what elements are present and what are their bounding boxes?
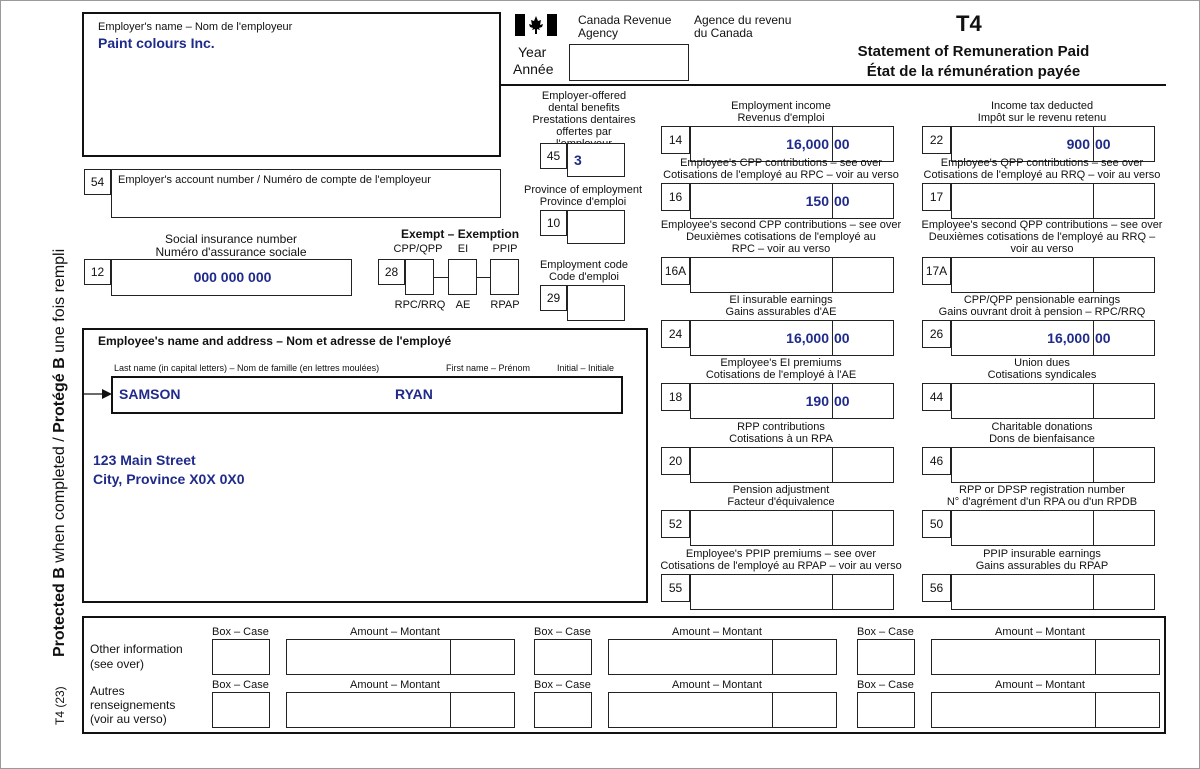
box-20-label-line: Cotisations à un RPA <box>729 433 833 445</box>
other-box-label: Box – Case <box>212 626 269 638</box>
box-56-label-line: PPIP insurable earnings <box>983 548 1101 560</box>
other-box-code-field[interactable] <box>857 692 915 728</box>
box-12-number: 12 <box>84 259 111 285</box>
box-29-number: 29 <box>540 285 567 311</box>
cents-divider <box>1093 184 1094 218</box>
employee-name-field[interactable] <box>111 376 623 414</box>
box-17-number: 17 <box>922 183 951 211</box>
cents-divider <box>1093 127 1094 161</box>
box-44-label <box>892 357 1192 381</box>
canada-flag-icon <box>515 14 557 36</box>
employer-name-label: Employer's name – Nom de l'employeur <box>98 21 293 33</box>
other-amount-label: Amount – Montant <box>350 679 440 691</box>
box-17-label-line: Employee's QPP contributions – see over <box>940 157 1144 169</box>
sin-value: 000 000 000 <box>193 269 272 285</box>
employer-name-box[interactable] <box>82 12 501 157</box>
box-16-number: 16 <box>661 183 690 211</box>
cents-divider <box>832 511 833 545</box>
other-box-code-field[interactable] <box>212 692 270 728</box>
box-46-label-line: Dons de bienfaisance <box>989 433 1095 445</box>
exempt-title: Exempt – Exemption <box>401 227 520 241</box>
exempt-ei-label: EI <box>457 243 469 255</box>
box-16-dollars: 150 <box>805 193 829 209</box>
box-22-cents: 00 <box>1095 136 1111 152</box>
box-20-number: 20 <box>661 447 690 475</box>
sin-label-en: Social insurance number <box>164 232 298 246</box>
form-code: T4 <box>956 11 982 36</box>
box-17a-label-line: Employee's second QPP contributions – see over <box>921 219 1163 231</box>
first-name-value: RYAN <box>395 386 433 402</box>
initial-label: Initial – Initiale <box>557 363 615 373</box>
box-16-label-line: Employee's CPP contributions – see over <box>680 157 882 169</box>
box-18-label-line: Employee's EI premiums <box>720 357 842 369</box>
exempt-ppip-checkbox[interactable] <box>490 259 519 295</box>
box-16-amount-field[interactable] <box>690 183 894 219</box>
box-26-label-line: CPP/QPP pensionable earnings <box>963 294 1121 306</box>
employer-name-value: Paint colours Inc. <box>98 35 215 51</box>
box-18-cents: 00 <box>834 393 850 409</box>
box-16a-label-line: RPC – voir au verso <box>731 243 831 255</box>
employment-code-field[interactable] <box>567 285 625 321</box>
box-14-dollars: 16,000 <box>786 136 829 152</box>
other-amount-label: Amount – Montant <box>350 626 440 638</box>
other-box-code-field[interactable] <box>534 692 592 728</box>
box-46-label-line: Charitable donations <box>991 421 1093 433</box>
box-10-number: 10 <box>540 210 567 236</box>
other-box-label: Box – Case <box>534 626 591 638</box>
header-rule <box>501 84 1166 86</box>
cents-divider <box>1095 640 1096 674</box>
title-en: Statement of Remuneration Paid <box>857 43 1090 60</box>
exempt-rpap-label: RPAP <box>490 299 520 311</box>
cents-divider <box>450 640 451 674</box>
box-17a-amount-field[interactable] <box>951 257 1155 293</box>
box-26-label <box>892 294 1192 318</box>
other-box-code-field[interactable] <box>212 639 270 675</box>
exempt-connector <box>434 277 448 278</box>
protected-b-notice: Protected B when completed / Protégé B une fois rempli <box>51 248 68 657</box>
exempt-cpp-label: CPP/QPP <box>393 243 443 255</box>
other-box-label: Box – Case <box>857 679 914 691</box>
box-46-number: 46 <box>922 447 951 475</box>
box-55-label-line: Employee's PPIP premiums – see over <box>685 548 877 560</box>
box-44-label-line: Cotisations syndicales <box>987 369 1097 381</box>
box-16a-amount-field[interactable] <box>690 257 894 293</box>
other-amount-field[interactable] <box>286 639 515 675</box>
cents-divider <box>1093 321 1094 355</box>
other-amount-field[interactable] <box>608 639 837 675</box>
box-22-number: 22 <box>922 126 951 154</box>
other-amount-field[interactable] <box>931 639 1160 675</box>
other-box-label: Box – Case <box>857 626 914 638</box>
box-50-label <box>892 484 1192 508</box>
other-amount-label: Amount – Montant <box>672 679 762 691</box>
box-55-amount-field[interactable] <box>690 574 894 610</box>
box-52-label-line: Pension adjustment <box>732 484 830 496</box>
year-label-fr: Année <box>513 61 554 77</box>
other-box-code-field[interactable] <box>857 639 915 675</box>
exempt-ppip-label: PPIP <box>492 243 518 255</box>
agency-name-fr: Agence du revenu du Canada <box>694 13 792 40</box>
cents-divider <box>832 127 833 161</box>
sin-label-fr: Numéro d'assurance sociale <box>155 245 307 259</box>
box-17a-label <box>892 219 1192 255</box>
box-17-label-line: Cotisations de l'employé au RRQ – voir au verso <box>923 169 1161 181</box>
exempt-rpc-label: RPC/RRQ <box>394 299 446 311</box>
box-55-label <box>631 548 931 572</box>
box-24-dollars: 16,000 <box>786 330 829 346</box>
box-18-number: 18 <box>661 383 690 411</box>
box-56-label-line: Gains assurables du RPAP <box>975 560 1109 572</box>
box-16-cents: 00 <box>834 193 850 209</box>
address-line-2[interactable]: City, Province X0X 0X0 <box>93 471 245 487</box>
box-24-label-line: Gains assurables d'AE <box>725 306 837 318</box>
box-22-label-line: Income tax deducted <box>990 100 1094 112</box>
other-amount-field[interactable] <box>608 692 837 728</box>
box-17a-number: 17A <box>922 257 951 285</box>
last-name-value: SAMSON <box>119 386 181 402</box>
box-54-number: 54 <box>84 169 111 195</box>
box-18-label <box>631 357 931 381</box>
agency-name-en: Canada Revenue Agency <box>578 13 672 40</box>
cents-divider <box>832 448 833 482</box>
box-55-label-line: Cotisations de l'employé au RPAP – voir au verso <box>660 560 902 572</box>
box-22-dollars: 900 <box>1066 136 1090 152</box>
box-24-label-line: EI insurable earnings <box>729 294 833 306</box>
exempt-ei-checkbox[interactable] <box>448 259 477 295</box>
box-26-label-line: Gains ouvrant droit à pension – RPC/RRQ <box>938 306 1146 318</box>
cents-divider <box>1093 511 1094 545</box>
box-50-label-line: N° d'agrément d'un RPA ou d'un RPDB <box>946 496 1138 508</box>
box-17a-label-line: Deuxièmes cotisations de l'employé au RRQ – <box>928 231 1156 243</box>
box-18-amount-field[interactable] <box>690 383 894 419</box>
box-17-amount-field[interactable] <box>951 183 1155 219</box>
first-name-label: First name – Prénom <box>446 363 531 373</box>
box-44-number: 44 <box>922 383 951 411</box>
box-26-dollars: 16,000 <box>1047 330 1090 346</box>
box-22-label <box>892 100 1192 124</box>
cents-divider <box>832 321 833 355</box>
other-box-label: Box – Case <box>534 679 591 691</box>
other-amount-label: Amount – Montant <box>672 626 762 638</box>
exempt-connector-2 <box>477 277 490 278</box>
cents-divider <box>832 258 833 292</box>
cents-divider <box>1093 575 1094 609</box>
cents-divider <box>832 575 833 609</box>
employee-box <box>82 328 648 603</box>
form-reference: T4 (23) <box>53 686 67 725</box>
box-18-label-line: Cotisations de l'employé à l'AE <box>705 369 857 381</box>
box-26-cents: 00 <box>1095 330 1111 346</box>
box-24-amount-field[interactable] <box>690 320 894 356</box>
box-20-label <box>631 421 931 445</box>
box-22-label-line: Impôt sur le revenu retenu <box>977 112 1107 124</box>
cents-divider <box>1093 448 1094 482</box>
dental-benefits-value: 3 <box>574 152 582 168</box>
box-44-label-line: Union dues <box>1014 357 1070 369</box>
sin-field[interactable] <box>111 259 352 296</box>
employer-account-label: Employer's account number / Numéro de compte de l'employeur <box>118 174 431 186</box>
cents-divider <box>832 384 833 418</box>
other-amount-field[interactable] <box>286 692 515 728</box>
box-56-label <box>892 548 1192 572</box>
address-line-1[interactable]: 123 Main Street <box>93 452 196 468</box>
employer-account-field[interactable] <box>111 169 501 218</box>
box-24-number: 24 <box>661 320 690 348</box>
box-16a-label-line: Deuxièmes cotisations de l'employé au <box>686 231 876 243</box>
box-16-label <box>631 157 931 181</box>
other-amount-label: Amount – Montant <box>995 626 1085 638</box>
box-17a-label-line: voir au verso <box>1010 243 1074 255</box>
title-fr: État de la rémunération payée <box>866 63 1081 80</box>
last-name-label: Last name (in capital letters) – Nom de famille (en lettres moulées) <box>114 363 380 373</box>
box-46-amount-field[interactable] <box>951 447 1155 483</box>
box-50-amount-field[interactable] <box>951 510 1155 546</box>
box-14-number: 14 <box>661 126 690 154</box>
exempt-ae-label: AE <box>455 299 471 311</box>
box-16a-number: 16A <box>661 257 690 285</box>
box-14-label <box>631 100 931 124</box>
province-label: Province of employment Province d'emploi <box>524 184 642 208</box>
box-52-label-line: Facteur d'équivalence <box>727 496 835 508</box>
cents-divider <box>1095 693 1096 727</box>
box-20-amount-field[interactable] <box>690 447 894 483</box>
box-16a-label <box>631 219 931 255</box>
other-info-label-en: Other information (see over) <box>90 642 183 671</box>
box-55-number: 55 <box>661 574 690 602</box>
box-26-amount-field[interactable] <box>951 320 1155 356</box>
employment-code-label: Employment code Code d'emploi <box>539 259 629 283</box>
box-52-amount-field[interactable] <box>690 510 894 546</box>
box-14-cents: 00 <box>834 136 850 152</box>
dental-benefits-field[interactable] <box>567 143 625 177</box>
arrow-right-icon <box>84 387 112 399</box>
box-44-amount-field[interactable] <box>951 383 1155 419</box>
exempt-cpp-checkbox[interactable] <box>405 259 434 295</box>
cents-divider <box>1093 258 1094 292</box>
box-20-label-line: RPP contributions <box>737 421 825 433</box>
box-28-number: 28 <box>378 259 405 285</box>
box-16a-label-line: Employee's second CPP contributions – see over <box>660 219 902 231</box>
cents-divider <box>772 693 773 727</box>
box-46-label <box>892 421 1192 445</box>
box-50-number: 50 <box>922 510 951 538</box>
box-56-number: 56 <box>922 574 951 602</box>
box-24-cents: 00 <box>834 330 850 346</box>
box-56-amount-field[interactable] <box>951 574 1155 610</box>
box-14-label-line: Revenus d'emploi <box>737 112 825 124</box>
other-amount-field[interactable] <box>931 692 1160 728</box>
other-box-label: Box – Case <box>212 679 269 691</box>
dental-label: Employer-offered dental benefits Prestations dentaires offertes par <box>532 90 636 138</box>
other-info-label-fr: Autres renseignements (voir au verso) <box>90 684 176 726</box>
employee-title: Employee's name and address – Nom et adresse de l'employé <box>98 334 452 348</box>
box-16-label-line: Cotisations de l'employé au RPC – voir au verso <box>663 169 899 181</box>
cents-divider <box>772 640 773 674</box>
cents-divider <box>1093 384 1094 418</box>
box-17-label <box>892 157 1192 181</box>
province-field[interactable] <box>567 210 625 244</box>
box-52-label <box>631 484 931 508</box>
box-24-label <box>631 294 931 318</box>
box-50-label-line: RPP or DPSP registration number <box>959 484 1125 496</box>
box-26-number: 26 <box>922 320 951 348</box>
box-45-number: 45 <box>540 143 567 169</box>
year-field[interactable] <box>569 44 689 81</box>
cents-divider <box>832 184 833 218</box>
box-14-label-line: Employment income <box>731 100 831 112</box>
box-52-number: 52 <box>661 510 690 538</box>
cents-divider <box>450 693 451 727</box>
other-amount-label: Amount – Montant <box>995 679 1085 691</box>
year-label-en: Year <box>518 44 547 60</box>
other-box-code-field[interactable] <box>534 639 592 675</box>
box-18-dollars: 190 <box>805 393 829 409</box>
other-information-box <box>82 616 1166 734</box>
